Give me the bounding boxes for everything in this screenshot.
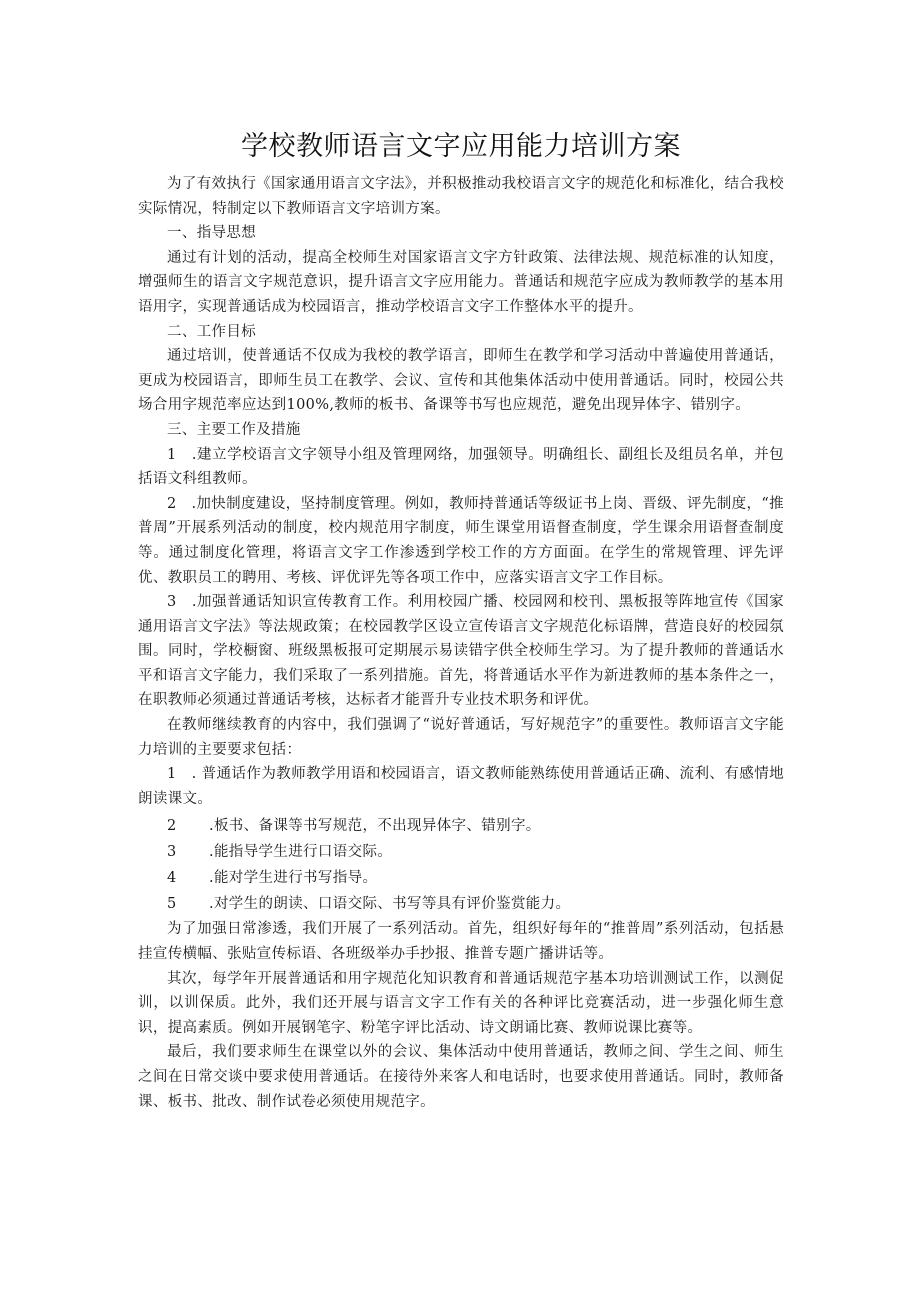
requirement-number: 3 [167,844,177,861]
requirement-text: .板书、备课等书写规范，不出现异体字、错别字。 [209,818,541,835]
section-heading-guiding-thought: 一、指导思想 [167,225,257,242]
requirement-text: .能指导学生进行口语交际。 [209,844,393,861]
requirement-item-3 [138,839,784,865]
final-requirements-paragraph: 最后，我们要求师生在课堂以外的会议、集体活动中使用普通话，教师之间、学生之间、师生之间在日常交谈中要求使用普通话。在接待外来客人和电话时，也要求使用普通话。同时，教师备课、板书、批改、制作试卷必须使用规范字。 [138,1044,784,1110]
requirement-text: .对学生的朗读、口语交际、书写等具有评价鉴赏能力。 [209,896,571,913]
continuing-education-paragraph: 在教师继续教育的内容中，我们强调了“说好普通话，写好规范字”的重要性。教师语言文字能力培训的主要要求包括： [138,717,784,758]
intro-paragraph: 为了有效执行《国家通用语言文字法》，并积极推动我校语言文字的规范化和标准化，结合我校实际情况，特制定以下教师语言文字培训方案。 [138,176,784,217]
measure-item-3: 3 .加强普通话知识宣传教育工作。利用校园广播、校园网和校刊、黑板报等阵地宣传《国家通用语言文字法》等法规政策；在校园教学区设立宣传语言文字规范化标语牌，营造良好的校园氛围。同时，学校橱窗、班级黑板报可定期展示易读错字供全校师生学习。为了提升教师的普通话水平和语言文字能力，我们采取了一系列措施。首先，将普通话水平作为新进教师的基本条件之一，在职教师必须通过普通话考核，达标者才能晋升专业技术职务和评优。 [138,594,784,709]
requirement-item-2 [138,813,784,839]
daily-activities-paragraph: 为了加强日常渗透，我们开展了一系列活动。首先，组织好每年的“推普周”系列活动，包括悬挂宣传横幅、张贴宣传标语、各班级举办手抄报、推普专题广播讲话等。 [138,921,784,963]
requirement-number: 5 [167,896,177,913]
document-title: 学校教师语言文字应用能力培训方案 [241,131,681,162]
section-heading-work-goals: 二、工作目标 [167,323,257,340]
guiding-thought-paragraph: 通过有计划的活动，提高全校师生对国家语言文字方针政策、法律法规、规范标准的认知度，增强师生的语言文字规范意识，提升语言文字应用能力。普通话和规范字应成为教师教学的基本用语用字，实现普通话成为校园语言，推动学校语言文字工作整体水平的提升。 [138,249,784,315]
requirement-number: 4 [167,870,177,887]
requirement-text: .能对学生进行书写指导。 [209,870,378,887]
requirement-item-1: 1 . 普通话作为教师教学用语和校园语言，语文教师能熟练使用普通话正确、流利、有感情地朗读课文。 [138,766,784,807]
requirement-number: 2 [167,818,177,835]
measure-item-2: 2 .加快制度建设，坚持制度管理。例如，教师持普通话等级证书上岗、晋级、评先制度，“推普周”开展系列活动的制度，校内规范用字制度，师生课堂用语督查制度，学生课余用语督查制度等。通过制度化管理，将语言文字工作渗透到学校工作的方方面面。在学生的常规管理、评先评优、教职员工的聘用、考核、评优评先等各项工作中，应落实语言文字工作目标。 [138,495,784,586]
annual-training-paragraph: 其次，每学年开展普通话和用字规范化知识教育和普通话规范字基本功培训测试工作，以测促训，以训保质。此外，我们还开展与语言文字工作有关的各种评比竞赛活动，进一步强化师生意识，提高素质。例如开展钢笔字、粉笔字评比活动、诗文朗诵比赛、教师说课比赛等。 [138,970,784,1036]
measure-item-1: 1 .建立学校语言文字领导小组及管理网络，加强领导。明确组长、副组长及组员名单，并包括语文科组教师。 [138,446,784,488]
requirement-item-4 [138,865,784,891]
requirement-item-5 [138,891,784,917]
work-goals-paragraph: 通过培训，使普通话不仅成为我校的教学语言，即师生在教学和学习活动中普遍使用普通话，更成为校园语言，即师生员工在教学、会议、宣传和其他集体活动中使用普通话。同时，校园公共场合用字规范率应达到100%,教师的板书、备课等书写也应规范，避免出现异体字、错别字。 [138,348,784,414]
section-heading-measures: 三、主要工作及措施 [167,421,301,438]
